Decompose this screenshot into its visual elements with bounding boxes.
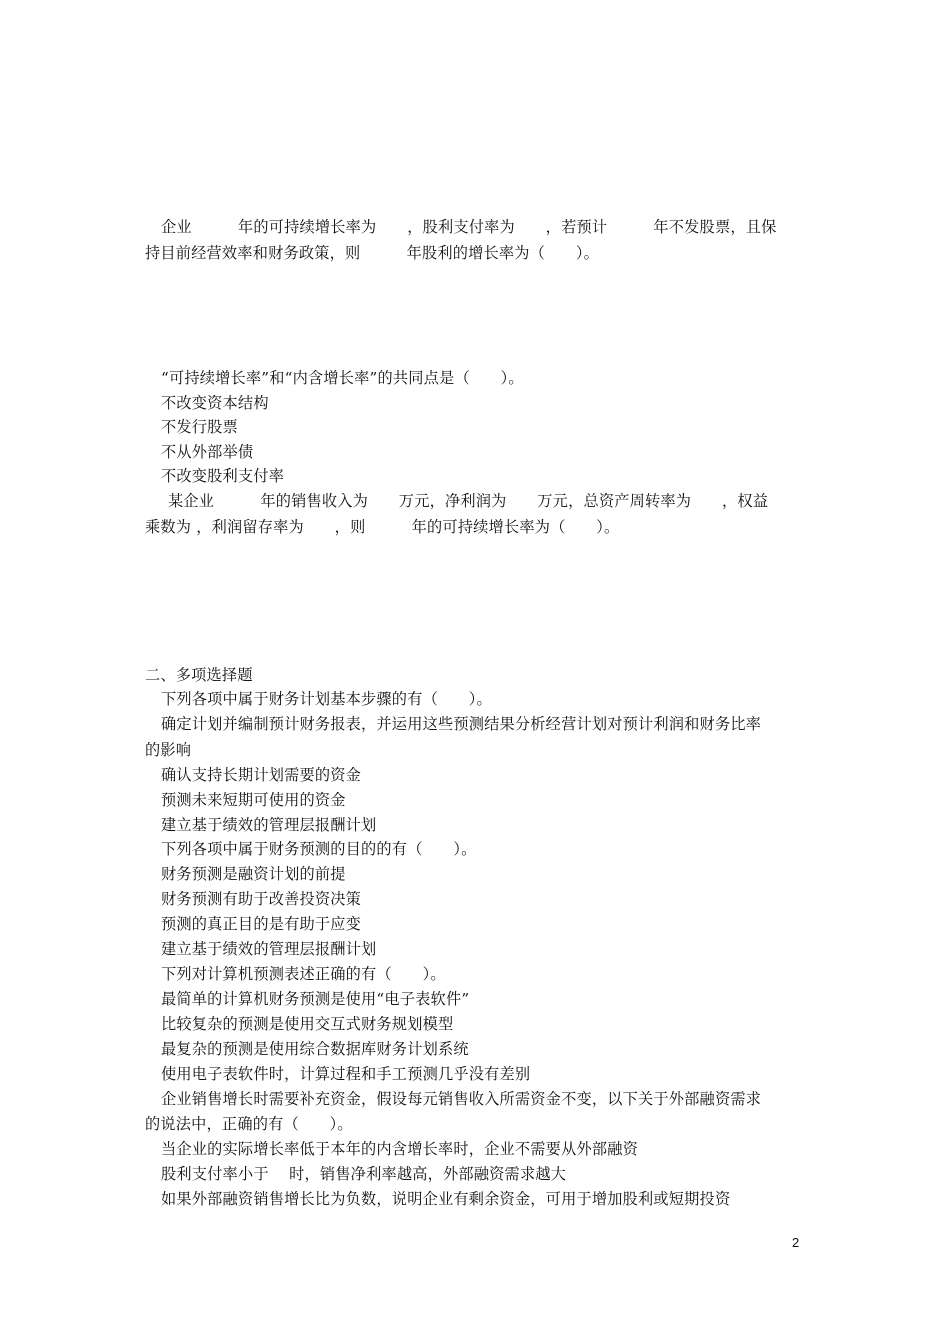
option-line: 预测的真正目的是有助于应变: [161, 915, 362, 933]
q-sustainable-dividend-line1: 企业 年的可持续增长率为 ，股利支付率为 ，若预计 年不发股票，且保: [161, 218, 777, 236]
question-stem-cont: 的说法中，正确的有（ ）。: [145, 1115, 353, 1133]
option-line: 使用电子表软件时，计算过程和手工预测几乎没有差别: [161, 1065, 531, 1083]
question-stem: 下列对计算机预测表述正确的有（ ）。: [161, 965, 446, 983]
option-line: 预测未来短期可使用的资金: [161, 791, 346, 809]
option-line: 股利支付率小于 时，销售净利率越高，外部融资需求越大: [161, 1165, 567, 1183]
q-sustainable-calc-line1: 某企业 年的销售收入为 万元，净利润为 万元，总资产周转率为 ，权益: [168, 492, 769, 510]
q-sustainable-dividend-line2: 持目前经营效率和财务政策，则 年股利的增长率为（ ）。: [145, 244, 600, 262]
question-stem: 企业销售增长时需要补充资金，假设每元销售收入所需资金不变，以下关于外部融资需求: [161, 1090, 762, 1108]
q-sustainable-calc-line2: 乘数为 ，利润留存率为 ，则 年的可持续增长率为（ ）。: [145, 518, 620, 536]
option-line: 建立基于绩效的管理层报酬计划: [161, 816, 377, 834]
q-common-point-stem: “可持续增长率”和“内含增长率”的共同点是（ ）。: [161, 369, 524, 387]
option-line: 如果外部融资销售增长比为负数，说明企业有剩余资金，可用于增加股利或短期投资: [161, 1190, 731, 1208]
option-line: 不改变资本结构: [161, 394, 269, 412]
option-line: 不改变股利支付率: [161, 467, 285, 485]
option-line: 不从外部举债: [161, 443, 254, 461]
option-line: 不发行股票: [161, 418, 238, 436]
option-line: 最复杂的预测是使用综合数据库财务计划系统: [161, 1040, 469, 1058]
option-line: 财务预测有助于改善投资决策: [161, 890, 362, 908]
section-heading: 二、多项选择题: [145, 666, 253, 684]
option-line-cont: 的影响: [145, 741, 192, 759]
option-line: 比较复杂的预测是使用交互式财务规划模型: [161, 1015, 454, 1033]
question-stem: 下列各项中属于财务计划基本步骤的有（ ）。: [161, 690, 492, 708]
option-line: 确认支持长期计划需要的资金: [161, 766, 362, 784]
option-line: 建立基于绩效的管理层报酬计划: [161, 940, 377, 958]
option-line: 确定计划并编制预计财务报表，并运用这些预测结果分析经营计划对预计利润和财务比率: [161, 715, 762, 733]
question-stem: 下列各项中属于财务预测的目的的有（ ）。: [161, 840, 477, 858]
option-line: 最简单的计算机财务预测是使用“电子表软件”: [161, 990, 470, 1008]
option-line: 财务预测是融资计划的前提: [161, 865, 346, 883]
option-line: 当企业的实际增长率低于本年的内含增长率时，企业不需要从外部融资: [161, 1140, 639, 1158]
page-number: 2: [792, 1235, 800, 1250]
